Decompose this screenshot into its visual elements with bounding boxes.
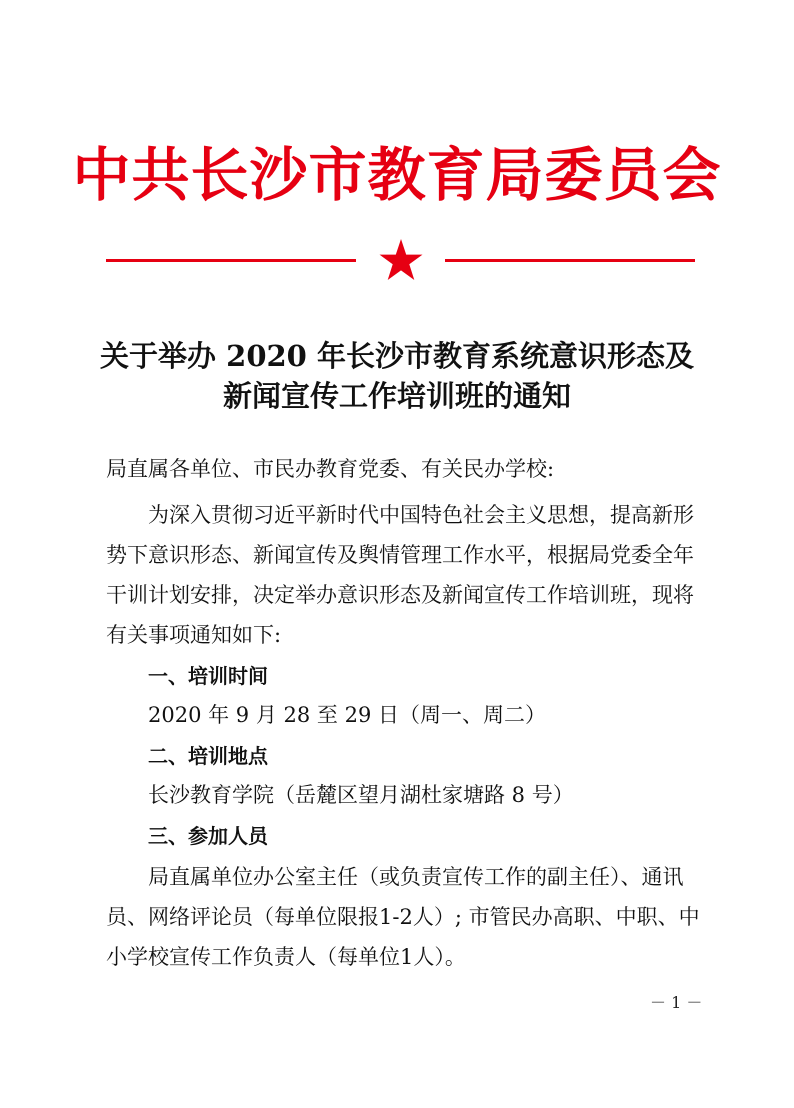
star-icon xyxy=(379,239,423,281)
section-participants-line-1: 局直属单位办公室主任（或负责宣传工作的副主任）、通讯 xyxy=(148,865,684,889)
salutation: 局直属各单位、市民办教育党委、有关民办学校: xyxy=(106,457,555,481)
right-red-rule xyxy=(445,259,695,262)
issuer-title: 中共长沙市教育局委员会 xyxy=(72,141,722,209)
intro-line-2: 势下意识形态、新闻宣传及舆情管理工作水平，根据局党委全年 xyxy=(106,543,694,567)
section-heading-time: 一、培训时间 xyxy=(148,664,268,688)
section-time-text: 2020 年 9 月 28 至 29 日（周一、周二） xyxy=(148,703,546,727)
intro-line-3: 干训计划安排，决定举办意识形态及新闻宣传工作培训班，现将 xyxy=(106,583,694,607)
left-red-rule xyxy=(106,259,356,262)
section-participants-line-3: 小学校宣传工作负责人（每单位1人）。 xyxy=(106,945,466,969)
section-participants-line-2: 员、网络评论员（每单位限报1-2人）; 市管民办高职、中职、中 xyxy=(106,905,700,929)
section-heading-location: 二、培训地点 xyxy=(148,744,268,768)
star-shape xyxy=(380,239,423,280)
section-heading-participants: 三、参加人员 xyxy=(148,824,268,848)
page-number: － 1 － xyxy=(650,993,703,1012)
document-title-line-2: 新闻宣传工作培训班的通知 xyxy=(222,379,571,413)
intro-line-1: 为深入贯彻习近平新时代中国特色社会主义思想，提高新形 xyxy=(148,503,694,527)
intro-line-4: 有关事项通知如下: xyxy=(106,623,282,647)
section-location-text: 长沙教育学院（岳麓区望月湖杜家塘路 8 号） xyxy=(148,783,574,807)
document-title-line-1: 关于举办 2020 年长沙市教育系统意识形态及 xyxy=(100,339,694,373)
